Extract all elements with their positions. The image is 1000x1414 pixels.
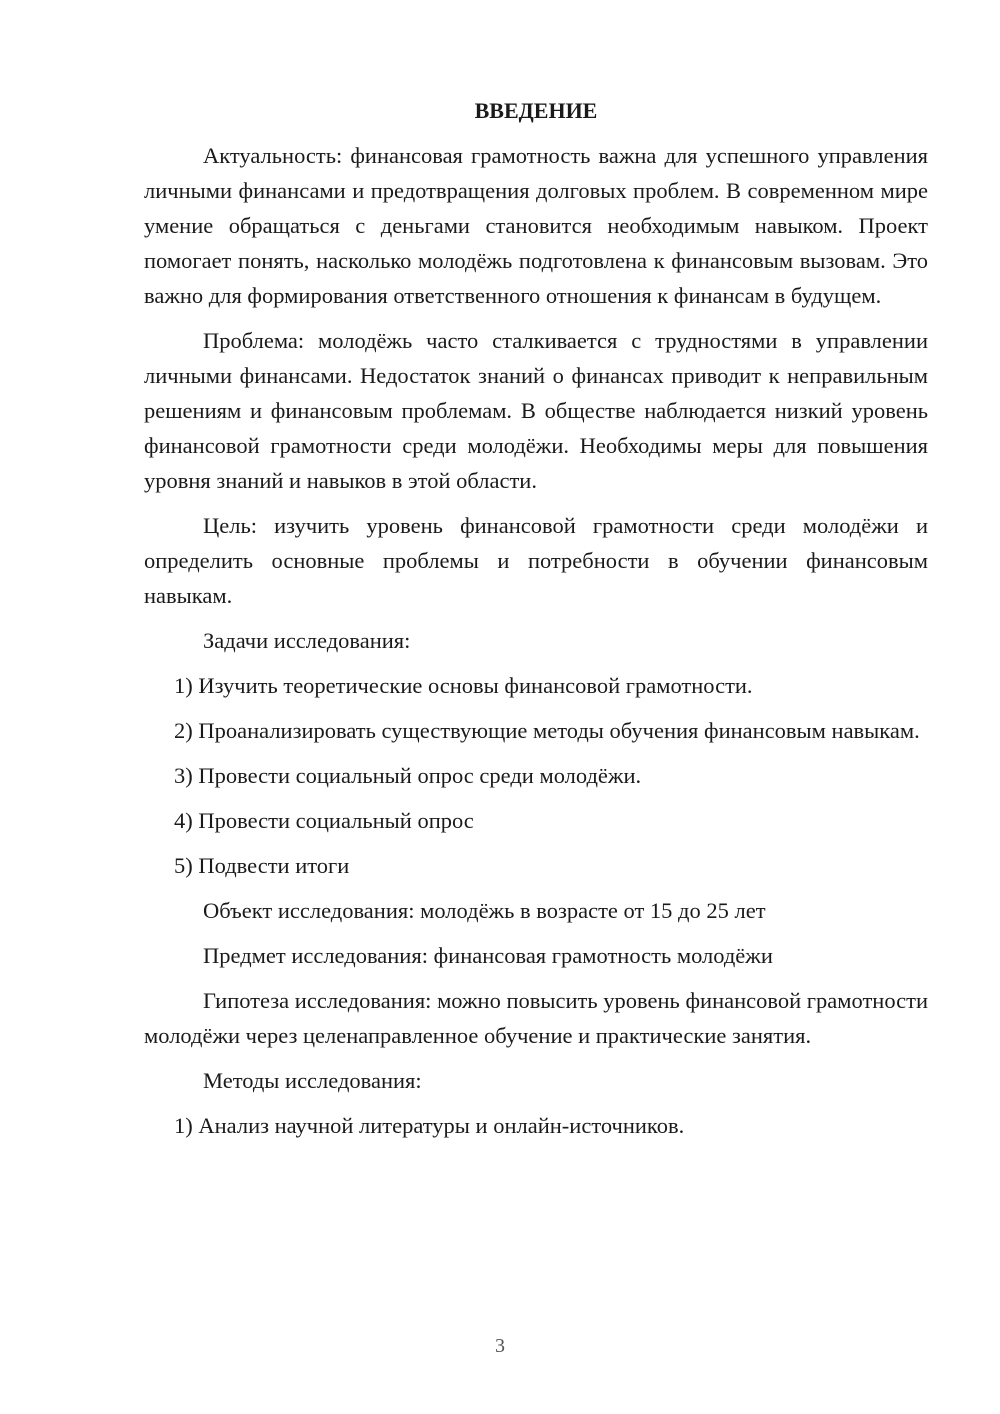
tasks-title: Задачи исследования: (203, 628, 411, 653)
method-item-1: 1) Анализ научной литературы и онлайн-источников. (174, 1113, 685, 1138)
hypothesis-paragraph: Гипотеза исследования: можно повысить уровень финансовой грамотности молодёжи через целенаправленное обучение и практические занятия. (144, 988, 928, 1048)
document-page (144, 96, 928, 1153)
task-item-5: 5) Подвести итоги (174, 853, 350, 878)
methods-title: Методы исследования: (203, 1068, 422, 1093)
subject-paragraph: Предмет исследования: финансовая грамотность молодёжи (203, 943, 773, 968)
task-item-2: 2) Проанализировать существующие методы обучения финансовым навыкам. (174, 718, 920, 743)
task-item-3: 3) Провести социальный опрос среди молодёжи. (174, 763, 642, 788)
problem-paragraph: Проблема: молодёжь часто сталкивается с трудностями в управлении личными финансами. Недостаток знаний о финансах приводит к неправильным решениям и финансовым проблемам. В обществе наблюдается низкий уровень финансовой грамотности среди молодёжи. Необходимы меры для повышения уровня знаний и навыков в этой области. (144, 328, 928, 493)
relevance-paragraph: Актуальность: финансовая грамотность важна для успешного управления личными финансами и предотвращения долговых проблем. В современном мире умение обращаться с деньгами становится необходимым навыком. Проект помогает понять, насколько молодёжь подготовлена к финансовым вызовам. Это важно для формирования ответственного отношения к финансам в будущем. (144, 143, 928, 308)
page-number: 3 (495, 1335, 505, 1357)
task-item-1: 1) Изучить теоретические основы финансовой грамотности. (174, 673, 753, 698)
section-heading: ВВЕДЕНИЕ (474, 98, 598, 123)
task-item-4: 4) Провести социальный опрос (174, 808, 474, 833)
object-paragraph: Объект исследования: молодёжь в возрасте от 15 до 25 лет (203, 898, 766, 923)
goal-paragraph: Цель: изучить уровень финансовой грамотности среди молодёжи и определить основные проблемы и потребности в обучении финансовым навыкам. (144, 513, 928, 608)
